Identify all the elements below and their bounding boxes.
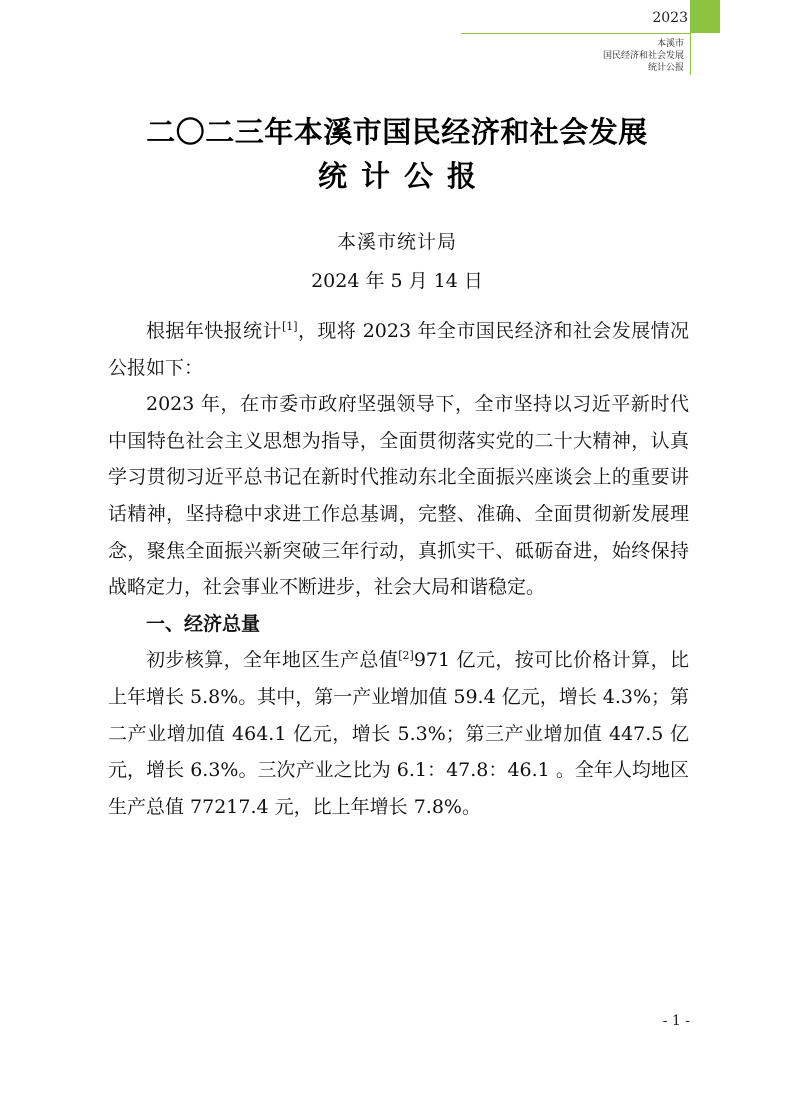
intro-paragraph (108, 313, 689, 386)
issuer: 本溪市统计局 (336, 231, 457, 253)
header-subtitle (560, 38, 684, 74)
header-year: 2023 (652, 10, 688, 26)
section1-text: 初步核算，全年地区生产总值 (146, 649, 399, 672)
footnote-ref: [1] (281, 320, 298, 333)
overview-paragraph: 2023 年，在市委市政府坚强领导下，全市坚持以习近平新时代中国特色社会主义思想为指导，全面贯彻落实党的二十大精神，认真学习贯彻习近平总书记在新时代推动东北全面振兴座谈会上的重要讲话精神，坚持稳中求进工作总基调，完整、准确、全面贯彻新发展理念，聚焦全面振兴新突破三年行动，真抓实干、砥砺奋进，始终保持战略定力，社会事业不断进步，社会大局和谐稳定。 (108, 393, 689, 599)
section1-text-cont: 971 亿元，按可比价格计算，比上年增长 5.8%。其中，第一产业增加值 59.4 亿元，增长 4.3%；第二产业增加值 464.1 亿元，增长 5.3%；第三产业增加值 447.5 亿元，增长 6.3%。三次产业之比为 6.1：47.8：46.1 。全年人均地区生产总值 77217.4 元，比上年增长 7.8%。 (108, 649, 690, 818)
intro-text: 根据年快报统计 (146, 320, 282, 342)
document-body (108, 313, 689, 825)
section-heading: 一、经济总量 (146, 612, 261, 635)
header-subtitle-line: 本溪市 (656, 39, 684, 49)
header-accent-block (690, 0, 720, 33)
header-vertical-rule (690, 33, 691, 75)
document-title-line2: 统计公报 (317, 159, 490, 193)
header-rule (461, 33, 691, 34)
document-title-line1: 二〇二三年本溪市国民经济和社会发展 (146, 115, 648, 149)
page-number: - 1 - (662, 1013, 690, 1029)
header-subtitle-line: 统计公报 (647, 63, 684, 73)
intro-text-cont: ，现将 2023 年全市国民经济和社会发展情况公报如下： (108, 320, 689, 379)
header-subtitle-line: 国民经济和社会发展 (602, 51, 684, 61)
footnote-ref: [2] (398, 649, 414, 663)
section1-paragraph (108, 642, 689, 825)
issue-date: 2024 年 5 月 14 日 (311, 270, 483, 292)
